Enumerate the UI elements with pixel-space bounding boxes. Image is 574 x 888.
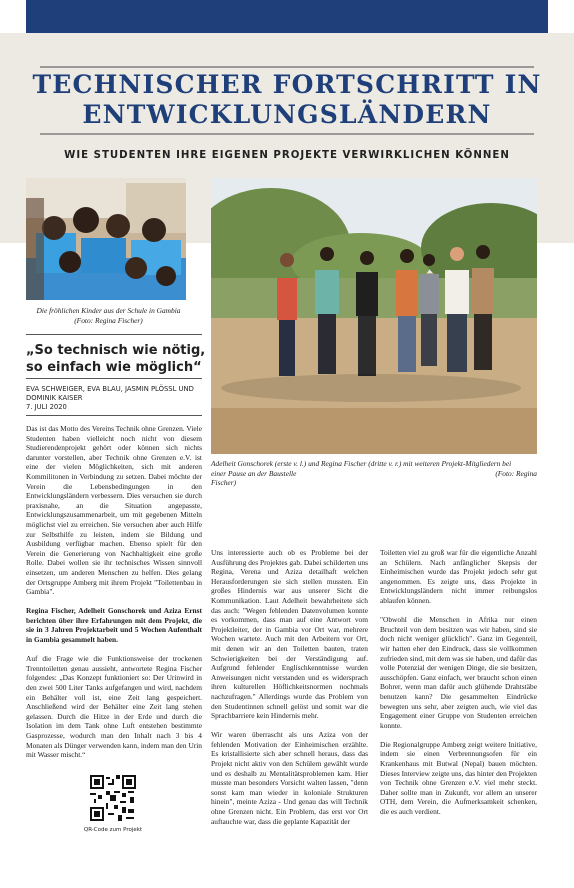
- children-caption-credit: (Foto: Regina Fischer): [74, 315, 143, 325]
- paragraph: "Obwohl die Menschen in Afrika nur einen Bruchteil von dem besitzen was wir haben, sind sie doch nicht weniger glücklich". Ganz im Gegenteil, wir hatten eher den Eindruck, dass sie vollkommen zufrieden sind, mit dem was sie haben, und dafür das volle Potenzial der wenigen Dinge, die sie besitzen, ausschöpfen. Ganz einfach, wer braucht schon einen Bohrer, wenn man dafür auch glühende Drahtstäbe benutzen kann? Die gesammelten Eindrücke bewegten uns sehr, aber zeigten auch, wie viel das Engagement einer Gruppe von Studenten erreichen konnte.: [380, 615, 538, 730]
- group-caption-line-3: Fischer): [211, 478, 237, 487]
- paragraph: Wir waren überrascht als uns Aziza von der fehlenden Motivation der Einheimischen erzählte. Es kristallisierte sich aber schnell heraus, dass das Projekt nicht aktiv von den Schülern gewählt wurde und es deshalb zu Mentalitätsproblemen kam. Hier musste man besonders Vorsicht walten lassen, "denn sonst kam man wieder in koloniale Strukturen hinein", meinte Aziza - Und genau das will Technik ohne Grenzen nicht. Ein Problem, das erst vor Ort auftauchte war, dass die geplante Kapazität der: [211, 730, 368, 826]
- title-bottom-rule: [40, 133, 534, 135]
- children-photo-caption: [26, 306, 191, 325]
- byline-date: 7. JULI 2020: [26, 403, 67, 411]
- title-line-1: TECHNISCHER FORTSCHRITT IN: [32, 70, 542, 99]
- paragraph: Uns interessierte auch ob es Probleme bei der Ausführung des Projektes gab. Dabei schilderten uns Regina, Verena und Aziza detailhaft welchen Herausforderungen sie sich stellen mussten. Ein großes Hindernis war aus unserer Sicht die Kommunikation. Laut Adelheit bewahrheitete sich das auch: "Wegen fehlenden Datenvolumen konnte es vorkommen, dass man auf eine Antwort vom Projektleiter, der in Gambia vor Ort war, mehrere Wochen wartete. Auch mit den Arbeitern vor Ort, mit denen wir an den Toiletten bauten, traten Schwierigkeiten bei der Verständigung auf. Aufgrund fehlender Englischkenntnisse wurden Anweisungen nicht verstanden und es widersprach ihren kulturellen Höflichkeitsnormen nochmals nachzufragen." Allerdings wurde das Problem von den Studentinnen schnell gelöst und somit war die Sprachbarriere kein Hindernis mehr.: [211, 548, 368, 721]
- byline-bottom-rule: [26, 415, 202, 416]
- group-caption-credit: (Foto: Regina: [495, 468, 537, 478]
- paragraph: Toiletten viel zu groß war für die eigentliche Anzahl an Schülern. Nach anfänglicher Skepsis der Einheimischen wurde das Projekt jedoch sehr gut angenommen. Es zeigte uns, dass Projekte in Entwicklungsländern nicht immer reibungslos ablaufen können.: [380, 548, 537, 605]
- header-color-bar: [26, 0, 548, 33]
- qr-caption: QR-Code zum Projekt: [83, 827, 143, 833]
- pull-quote: „So technisch wie nötig, so einfach wie möglich“: [26, 343, 206, 375]
- quote-bottom-rule: [26, 378, 202, 379]
- children-caption-text: Die fröhlichen Kinder aus der Schule in Gambia: [36, 306, 181, 315]
- paragraph: Regina Fischer, Adelheit Gonschorek und Aziza Ernst berichten über ihre Erfahrungen mit dem Projekt, die sie in 3 Jahren Projektarbeit und 5 Wochen Aufenthalt in Gambia gesammelt haben.: [26, 606, 202, 645]
- title-top-rule: [40, 66, 534, 68]
- group-caption-line-1: Adelheit Gonschorek (erste v. l.) und Regina Fischer (dritte v. r.) mit weiteren Projekt-Mitgliedern bei: [211, 459, 512, 468]
- column-2: [211, 548, 368, 836]
- byline-authors: EVA SCHWEIGER, EVA BLAU, JASMIN PLÖSSL UND DOMINIK KAISER: [26, 385, 194, 402]
- children-photo: [26, 178, 186, 300]
- article-title: [30, 70, 544, 130]
- group-caption-line-2: einer Pause an der Baustelle: [211, 468, 297, 478]
- group-photo: [211, 178, 537, 454]
- paragraph: Die Regionalgruppe Amberg zeigt weitere Initiative, indem sie einen Verbrennungsofen für ein Krankenhaus mit Butwal (Nepal) bauen möchten. Dieses Interview zeigte uns, das hinter den Projekten von Technik ohne Grenzen e.V. viel mehr steckt. Daher sollte man in Zukunft, vor allem an unserer OTH, dem Verein, die Aufmerksamkeit schenken, die es auch verdient.: [380, 739, 537, 817]
- quote-top-rule: [26, 334, 202, 335]
- article-subtitle: WIE STUDENTEN IHRE EIGENEN PROJEKTE VERWIRKLICHEN KÖNNEN: [64, 150, 510, 161]
- group-photo-caption: [211, 459, 537, 488]
- column-3: [380, 548, 537, 826]
- qr-code[interactable]: [90, 775, 136, 821]
- byline: [26, 385, 202, 412]
- title-line-2: ENTWICKLUNGSLÄNDERN: [82, 100, 492, 129]
- column-1: [26, 424, 202, 769]
- paragraph: Auf die Frage wie die Funktionsweise der trockenen Trenntoiletten genau aussieht, antwortete Regina Fischer folgendes: „Das Konzept funktioniert so: Der Urinwird in den zwei 500 Liter Tanks aufgefangen und wird, nachdem ein Behälter voll ist, eine Zeit lang gespeichert. Anschließend wird der Behälter eine Zeit lang stehen gelassen. Durch die Hitze in der Erde und durch die Isolation im dem Tank ohne Luft entstehen bestimmte Gasprozesse, wodurch man den Inhalt nach 3 bis 4 Monaten als Dünger verwenden kann, indem man den Urin mit Wasser mischt.“: [26, 654, 202, 760]
- paragraph: Das ist das Motto des Vereins Technik ohne Grenzen. Viele Studenten haben vielleicht noch nicht von diesem Studierendenprojekt gehört oder können sich nichts darunter vorstellen, aber Technik ohne Grenzen e.V. ist eine der vielen Möglichkeiten, sich mit anderen Kommilitonen in Verbindung zu setzen. Dabei möchte der Verein die Lebensbedingungen in den Entwicklungsländern verbessern. Dies versuchen sie durch praxisnahe, an die Situation angepasste, Entwicklungszusammenarbeit, um mit gegebenen Mitteln möglichst viel zu erreichen. Sie versuchen aber auch Hilfe zur Selbsthilfe zu leisten, indem sie Bildung und Ausbildung verfügbar machen. Ebenso spielt für den Verein die Generierung von Nachhaltigkeit eine große Rolle. Dabei wollen sie ihr technisches Wissen sinnvoll einsetzen, um anderen Menschen zu helfen. Dies gelang der Ortsgruppe Amberg mit ihrem Projekt "Toilettenbau in Gambia".: [26, 424, 202, 597]
